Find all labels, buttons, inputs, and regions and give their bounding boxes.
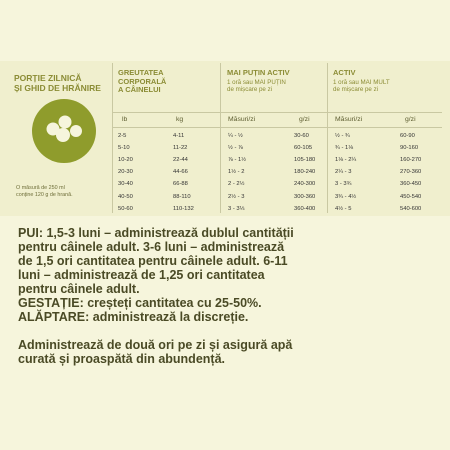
cell-grams: 105-180 bbox=[294, 157, 316, 164]
weight-column-header: GREUTATEA CORPORALĂ A CÂINELUI bbox=[118, 68, 167, 94]
divider bbox=[112, 63, 113, 213]
cell-grams: 300-360 bbox=[294, 193, 316, 200]
cell-grams: 30-60 bbox=[294, 133, 309, 139]
cell-lb: 30-40 bbox=[118, 181, 133, 188]
cell-grams: 60-105 bbox=[294, 145, 313, 152]
active-subtitle: 1 oră sau MAI MULT de mișcare pe zi bbox=[333, 79, 390, 93]
cell-measures-active: 4½ - 5 bbox=[335, 205, 352, 212]
cell-measures: ⅞ - 1½ bbox=[228, 157, 247, 164]
instruction-line: curată și proaspătă din abundență. bbox=[18, 352, 225, 366]
instruction-line: luni – administrează de 1,25 ori cantitatea bbox=[18, 268, 265, 282]
cell-measures: 2 - 2½ bbox=[228, 181, 245, 188]
cell-measures-active: ½ - ¾ bbox=[335, 133, 350, 139]
cell-lb: 5-10 bbox=[118, 145, 130, 152]
cell-measures: 2½ - 3 bbox=[228, 193, 245, 200]
cell-lb: 2-5 bbox=[118, 133, 127, 139]
cell-measures: ¼ - ½ bbox=[228, 133, 243, 139]
cell-kg: 44-66 bbox=[173, 169, 188, 176]
instruction-line: ALĂPTARE: administrează la discreție. bbox=[18, 310, 249, 324]
instruction-line: pentru câinele adult. 3-6 luni – administrează bbox=[18, 240, 285, 254]
cell-grams-active: 90-160 bbox=[400, 145, 419, 152]
kg-header: kg bbox=[176, 116, 184, 123]
instruction-line: pentru câinele adult. bbox=[18, 282, 140, 296]
cell-kg: 4-11 bbox=[173, 133, 185, 139]
cell-measures: 3 - 3⅓ bbox=[228, 205, 245, 212]
cell-measures: 1½ - 2 bbox=[228, 169, 245, 176]
food-bowl-icon bbox=[31, 98, 97, 164]
feeding-guide-title: PORȚIE ZILNICĂ ȘI GHID DE HRĂNIRE bbox=[14, 73, 101, 93]
cell-grams: 240-300 bbox=[294, 181, 316, 188]
cell-grams-active: 160-270 bbox=[400, 157, 422, 164]
cell-lb: 50-60 bbox=[118, 205, 133, 212]
cell-lb: 40-50 bbox=[118, 193, 133, 200]
less-active-subtitle: 1 oră sau MAI PUȚIN de mișcare pe zi bbox=[227, 79, 286, 93]
measures-header: Măsuri/zi bbox=[228, 116, 256, 123]
divider bbox=[112, 127, 442, 128]
grams-header: g/zi bbox=[299, 116, 310, 123]
divider bbox=[220, 63, 221, 213]
cell-grams-active: 540-600 bbox=[400, 205, 422, 212]
cell-grams-active: 60-90 bbox=[400, 133, 415, 139]
cell-kg: 66-88 bbox=[173, 181, 188, 188]
cell-grams-active: 270-360 bbox=[400, 169, 422, 176]
cell-lb: 10-20 bbox=[118, 157, 133, 164]
divider bbox=[112, 112, 442, 113]
divider bbox=[327, 63, 328, 213]
feeding-instructions bbox=[18, 226, 438, 366]
instruction-line: de 1,5 ori cantitatea pentru câinele adult. 6-11 bbox=[18, 254, 288, 268]
cell-grams: 360-400 bbox=[294, 205, 316, 212]
cell-grams: 180-240 bbox=[294, 169, 316, 176]
instruction-line: PUI: 1,5-3 luni – administrează dublul cantității bbox=[18, 226, 294, 240]
measures-header: Măsuri/zi bbox=[335, 116, 363, 123]
instruction-line: GESTAȚIE: creșteți cantitatea cu 25-50%. bbox=[18, 296, 262, 310]
cell-measures-active: 2¼ - 3 bbox=[335, 169, 352, 176]
cell-kg: 22-44 bbox=[173, 157, 188, 164]
cell-kg: 11-22 bbox=[173, 145, 188, 152]
cell-measures-active: 3¾ - 4½ bbox=[335, 193, 357, 200]
active-column-header: ACTIV bbox=[333, 68, 356, 77]
grams-header: g/zi bbox=[405, 116, 416, 123]
cell-kg: 88-110 bbox=[173, 193, 191, 200]
cell-kg: 110-132 bbox=[173, 205, 194, 212]
cell-measures-active: ¾ - 1⅛ bbox=[335, 145, 354, 152]
cell-grams-active: 450-540 bbox=[400, 193, 422, 200]
cell-measures: ½ - ⅞ bbox=[228, 145, 243, 152]
cell-measures-active: 3 - 3¾ bbox=[335, 181, 352, 188]
cell-grams-active: 360-450 bbox=[400, 181, 422, 188]
cell-measures-active: 1⅛ - 2¼ bbox=[335, 157, 357, 164]
instruction-line: Administrează de două ori pe zi și asigură apă bbox=[18, 338, 293, 352]
less-active-column-header: MAI PUȚIN ACTIV bbox=[227, 68, 290, 77]
lb-header: lb bbox=[122, 116, 128, 123]
cell-lb: 20-30 bbox=[118, 169, 133, 176]
measure-note: O măsură de 250 ml conține 120 g de hrană. bbox=[16, 185, 73, 198]
